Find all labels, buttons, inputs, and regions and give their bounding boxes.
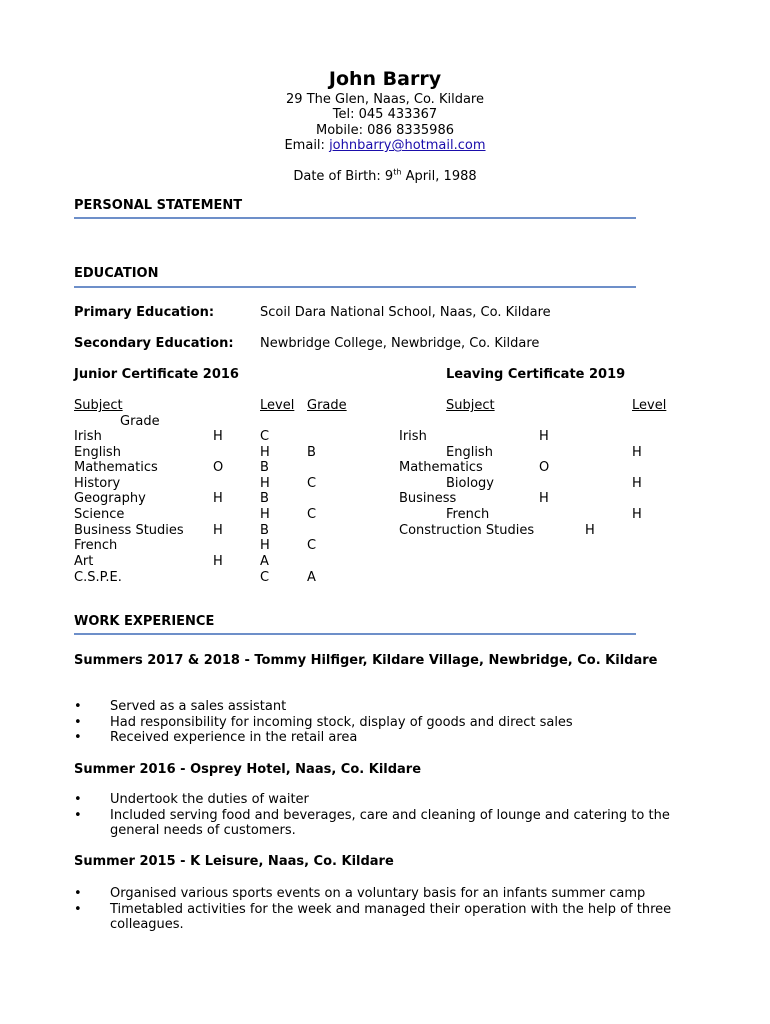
junior-level: H — [260, 476, 270, 491]
leaving-subject-header: Subject — [446, 398, 495, 413]
secondary-education-label: Secondary Education: — [74, 336, 234, 351]
list-item: • Organised various sports events on a voluntary basis for an infants summer camp — [74, 886, 646, 901]
list-item: • Received experience in the retail area — [74, 730, 358, 745]
date-of-birth — [0, 169, 770, 185]
work-experience-heading: WORK EXPERIENCE — [74, 614, 215, 629]
duty-text: Served as a sales assistant — [110, 699, 287, 714]
junior-level: H — [213, 554, 223, 569]
leaving-level: H — [632, 476, 642, 491]
education-heading: EDUCATION — [74, 266, 159, 281]
junior-subject: Geography — [74, 491, 146, 506]
list-item: • Served as a sales assistant — [74, 699, 287, 714]
junior-grade: C — [307, 507, 317, 522]
junior-level: C — [260, 570, 270, 585]
leaving-subject: Business — [399, 491, 457, 506]
secondary-education-value: Newbridge College, Newbridge, Co. Kildare — [260, 336, 540, 351]
junior-grade: A — [260, 554, 269, 569]
junior-level: H — [260, 507, 270, 522]
junior-grade: C — [307, 538, 317, 553]
duty-text: Organised various sports events on a voluntary basis for an infants summer camp — [110, 886, 646, 901]
leaving-subject: Irish — [399, 429, 427, 444]
leaving-level: H — [539, 429, 549, 444]
dob-superscript: th — [393, 167, 402, 177]
junior-certificate-title: Junior Certificate 2016 — [74, 367, 239, 382]
junior-grade: B — [260, 491, 269, 506]
leaving-subject: French — [446, 507, 490, 522]
job-title: Summer 2015 - K Leisure, Naas, Co. Kildare — [74, 854, 394, 869]
junior-level: H — [260, 445, 270, 460]
job-title: Summer 2016 - Osprey Hotel, Naas, Co. Kildare — [74, 762, 422, 777]
list-item: • Included serving food and beverages, care and cleaning of lounge and catering to the general needs of customers. — [74, 807, 670, 838]
junior-subject: Art — [74, 554, 94, 569]
duty-text: Undertook the duties of waiter — [110, 792, 309, 807]
junior-grade: B — [260, 460, 269, 475]
junior-level-header: Level — [260, 398, 295, 413]
section-divider — [74, 633, 636, 635]
wrapped-grade-header: Grade — [120, 414, 160, 429]
leaving-level: H — [539, 491, 549, 506]
list-item: • Had responsibility for incoming stock, display of goods and direct sales — [74, 714, 573, 730]
junior-grade: B — [260, 523, 269, 538]
dob-prefix: Date of Birth: 9 — [293, 169, 394, 184]
junior-grade: C — [307, 476, 317, 491]
junior-level: H — [213, 491, 223, 506]
leaving-subject: Construction Studies — [399, 523, 535, 538]
junior-subject: History — [74, 476, 121, 491]
address: 29 The Glen, Naas, Co. Kildare — [286, 92, 484, 107]
junior-level: H — [260, 538, 270, 553]
junior-grade: C — [260, 429, 270, 444]
email-line — [0, 138, 770, 154]
list-item: • Timetabled activities for the week and managed their operation with the help of three colleagues. — [74, 901, 672, 932]
leaving-level: O — [539, 460, 550, 475]
section-divider — [74, 217, 636, 219]
job-duties-list — [74, 699, 714, 746]
junior-subject: C.S.P.E. — [74, 570, 122, 585]
job-duties-list — [74, 792, 704, 839]
junior-subject: Science — [74, 507, 125, 522]
leaving-subject: Mathematics — [399, 460, 483, 475]
leaving-certificate-title: Leaving Certificate 2019 — [446, 367, 626, 382]
leaving-level: H — [585, 523, 595, 538]
leaving-subject: Biology — [446, 476, 494, 491]
list-item: • Undertook the duties of waiter — [74, 792, 309, 807]
personal-statement-heading: PERSONAL STATEMENT — [74, 198, 243, 213]
email-label: Email: — [284, 138, 330, 153]
junior-grade: B — [307, 445, 316, 460]
leaving-level-header: Level — [632, 398, 667, 413]
job-duties-list — [74, 886, 704, 933]
leaving-subject: English — [446, 445, 493, 460]
leaving-level: H — [632, 445, 642, 460]
duty-text: Had responsibility for incoming stock, display of goods and direct sales — [110, 714, 573, 730]
junior-subject-header: Subject — [74, 398, 123, 413]
duty-text: Received experience in the retail area — [110, 730, 358, 745]
job-title: Summers 2017 & 2018 - Tommy Hilfiger, Kildare Village, Newbridge, Co. Kildare — [74, 653, 658, 668]
primary-education-label: Primary Education: — [74, 305, 215, 320]
junior-subject: French — [74, 538, 118, 553]
junior-level: O — [213, 460, 224, 475]
duty-text: Included serving food and beverages, care and cleaning of lounge and catering to the general needs of customers. — [110, 807, 670, 838]
duty-text: Timetabled activities for the week and managed their operation with the help of three colleagues. — [110, 901, 672, 932]
telephone: Tel: 045 433367 — [332, 107, 438, 122]
section-divider — [74, 286, 636, 288]
primary-education-value: Scoil Dara National School, Naas, Co. Kildare — [260, 305, 551, 320]
junior-level: H — [213, 429, 223, 444]
email-link[interactable]: johnbarry@hotmail.com — [329, 138, 486, 153]
candidate-name: John Barry — [328, 68, 442, 90]
leaving-level: H — [632, 507, 642, 522]
junior-grade: A — [307, 570, 316, 585]
junior-level: H — [213, 523, 223, 538]
junior-subject: English — [74, 445, 121, 460]
junior-grade-header: Grade — [307, 398, 347, 413]
mobile: Mobile: 086 8335986 — [316, 123, 454, 138]
junior-subject: Irish — [74, 429, 102, 444]
junior-subject: Business Studies — [74, 523, 184, 538]
junior-subject: Mathematics — [74, 460, 158, 475]
dob-suffix: April, 1988 — [401, 169, 477, 184]
